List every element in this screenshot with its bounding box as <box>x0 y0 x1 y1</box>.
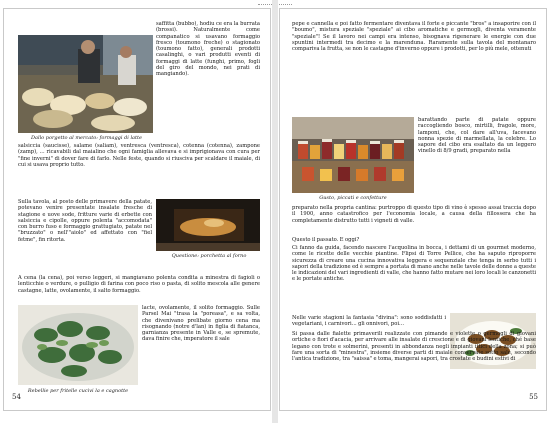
left-page <box>3 8 271 411</box>
page-number: 55 <box>529 393 538 401</box>
body-paragraph: Ci fanno da guida, facendo nascere l'acquolina in bocca, i dettami di un gourmet moderno, come le ricette delle vecchie piantine. Flipsi di Torre Pellice, che ha saputo riproporre sicurezza di creare una cucina innovativa leggera e sequenziale che tenga in serbo tutti i sapori della tradizione ed è sempre a portata di mano anche nelle tavole delle donne a queste le indicazioni del vari ingredienti di valle, che hanno fatto mutare nei loro locali le canzonetti e le portate antiche. <box>292 245 536 283</box>
oven-dish-photo <box>156 199 260 251</box>
body-paragraph: A cena (la cena), poi verso leggeri, si mangiavano polenta condita a minestra di fagioli o lenticchie o verdure, o pulligio di farina con poco riso o pasta, di solito mescola alle genere castagne, latte, ovolamente, il salto formaggio. <box>18 275 260 294</box>
body-paragraph: salsiccia (saucisse), salame (saliam), ventresca (ventresca), cotenna (cotenna), zampone (zamp), ... ricavabili dal maialino che ogni famiglia allevava e si imprigionava con cura per "fine inverni" di dover fare di farlo. Nelle feste, quando si riusciva per scaldare il maiale, di cui si usava proprio tutto. <box>18 143 260 168</box>
text-column: barattando parte di patate oppure raccogliendo bosco, mirtilli, fragole, more, lamponi, che, col dare all'uva, facevano nonna spezie di marmellata, la celebre. Lo sapore del cibo era esaltato da un leggero vinello di 8/9 gradi, preparato nella <box>418 117 536 155</box>
right-page <box>279 8 547 411</box>
fritters-photo <box>18 305 138 385</box>
body-paragraph: preparato nella propria cantina: purtroppo di questo tipo di vino è spesso assai traccia dopo il 1900, anno catastrofico per l'economia locale, a causa della fillossera che ha completamente distrutto tutti i vigneti di valle. <box>292 205 536 224</box>
photo-caption: Questione: porchetta al forno <box>171 253 247 259</box>
body-paragraph: Questo il passato. E oggi? <box>292 237 360 243</box>
text-column: lacte, ovolamente, il solito formaggio. Sulle Parsel Mai "trasa la "poreasa", e sa volta, che divenivano prelibate giorno cena ma risognando (notre d'lan) in figlia di fiatanca, garnianza presente in Valle e, se spremute, dava finire che, imperatore il sale <box>142 305 260 343</box>
body-paragraph: Si passa dalle fialette primaverili realizzate con pimande e violette o germogli di giovani ortiche o fiori d'acacia, per arrivare alle insalate di crescione e di giovani lentiche, ché base legano con trote e solmerini, presenti in abbondanza negli impianti ittici della zona; si può fare una sorta di "minestra", insieme diverse parti di maiale conservate sotto sale, secondo l'antica tradizione, tra "saissa" e toma, mangerai sapori, tra crostate e budini estivi di <box>292 331 536 363</box>
jars-market-photo <box>292 117 414 193</box>
body-paragraph: Nelle varie stagioni la fantasia "divina": sono soddisfatti i vegetariani, i carnivori... gli onnivori, poi... <box>292 315 446 328</box>
body-paragraph: pepe e cannella e poi fatto fermentare diventava il forte e piccante "bros" a insaporire con il "boumo", mistura speziale "speziale" ai cibo aromatiche e germogli, diventa veramente "speziale"! Se il lavoro nei campi era intenso, bisognava rigenerare le energie con due spuntini intermedi tra decimo e la marenduna. Raramente sulla tavola del montanaro compariva la frutta, se non le castagne d'inverno oppure i prodotti, per lo più mele, ottenuti <box>292 21 536 53</box>
photo-caption: Gusto, piccati e confetture <box>319 195 387 201</box>
spread-gutter <box>272 0 278 423</box>
text-column: saffitta (bubbo), hodiu ce era la burrata (brossi). Naturalmente come companatico si usavano formaggio fresco (toumono freche) o stagionato (toumono fatto), generali prodotti casalinghi, o vari produtti eventi di formaggi di latte (funghi, primo, fogli del giro del mondo, nei prati di mangiando). <box>156 21 260 78</box>
cheese-market-photo <box>18 35 153 133</box>
photo-caption: Rebellie per fritelle cucivi la e cagnotte <box>27 388 129 394</box>
page-number: 54 <box>12 393 21 401</box>
body-paragraph: Sulla tavola, al posto delle primavere della patate, potevano venire presentate insalate fresche di stagione e uove sode, fritture varie di erbette con salsiccia e cipolle, oppure polenta "accomodata" con burro fuso e formaggio grattugiato, patate nel "bruzzato" o nell'"aiolo" ed affettato con "fiel fetme", fin ritorta. <box>18 199 152 243</box>
photo-caption: Dallo porgetto al mercato: formaggi di latte <box>30 135 142 141</box>
